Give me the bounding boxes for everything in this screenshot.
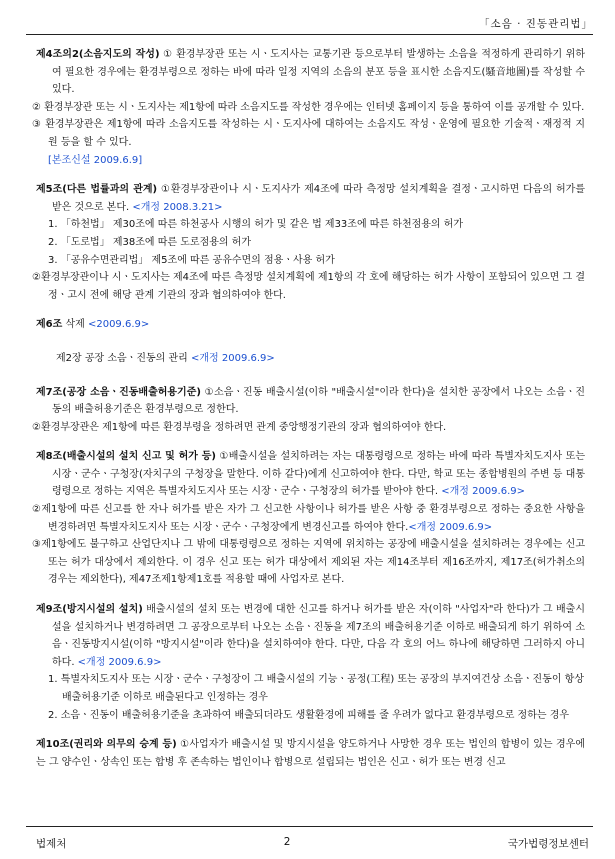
- amendment-link[interactable]: <개정 2009.6.9>: [191, 352, 275, 364]
- article-heading: 제5조(다른 법률과의 관계): [36, 184, 158, 196]
- article-4-2-para-2: ② 환경부장관 또는 시ㆍ도지사는 제1항에 따라 소음지도를 작성한 경우에는 인터넷 홈페이지 등을 통하여 이를 공개할 수 있다.: [32, 101, 585, 113]
- chapter-title: 제2장 공장 소음ㆍ진동의 관리: [56, 352, 191, 364]
- article-5-item-1: 1. 「하천법」 제30조에 따른 하천공사 시행의 허가 및 같은 법 제33조에 따른 하천점용의 허가: [48, 219, 464, 231]
- article-heading: 제8조(배출시설의 설치 신고 및 허가 등): [36, 451, 216, 463]
- article-text: ①사업자가 배출시설 및 방지시설을 양도하거나 사망한 경우 또는 법인의 합병이 있는 경우에는 그 양수인ㆍ상속인 또는 합병 후 존속하는 법인이나 합병으로 설립되는 법인은 신고ㆍ허가 또는 변경 신고: [36, 739, 586, 768]
- article-5-para-2: ②환경부장관이나 시ㆍ도지사는 제4조에 따른 측정망 설치계획에 제1항의 각 호에 해당하는 허가 사항이 포함되어 있으면 그 결정ㆍ고시 전에 해당 관계 기관의 장과 협의하여야 한다.: [32, 272, 585, 301]
- article-heading: 제7조(공장 소음ㆍ진동배출허용기준): [36, 386, 201, 398]
- amendment-link[interactable]: <개정 2009.6.9>: [408, 521, 493, 533]
- page-footer: [36, 836, 589, 851]
- article-text: ②제1항에 따른 신고를 한 자나 허가를 받은 자가 그 신고한 사항이나 허가를 받은 사항 중 환경부령으로 정하는 중요한 사항을 변경하려면 특별자치도지사 또는 시장ㆍ군수ㆍ구청장에게 변경신고를 하여야 한다.: [32, 504, 585, 533]
- article-6: [36, 316, 585, 334]
- header-rule: [26, 34, 593, 35]
- article-9-item-1: 1. 특별자치도지사 또는 시장ㆍ군수ㆍ구청장이 그 배출시설의 기능ㆍ공정(工程) 또는 공장의 부지여건상 소음ㆍ진동이 항상 배출허용기준 이하로 배출된다고 인정하는 경우: [48, 674, 584, 703]
- footer-rule: [26, 826, 593, 827]
- article-10: [36, 736, 585, 771]
- chapter-heading: [36, 350, 585, 368]
- article-text: ①환경부장관이나 시ㆍ도지사가 제4조에 따라 측정망 설치계획을 결정ㆍ고시하면 다음의 허가를 받은 것으로 본다.: [52, 184, 585, 213]
- article-heading: 제9조(방지시설의 설치): [36, 604, 143, 616]
- article-4-2-note-link[interactable]: [본조신설 2009.6.9]: [48, 154, 143, 166]
- article-text: ①배출시설을 설치하려는 자는 대통령령으로 정하는 바에 따라 특별자치도지사 또는 시장ㆍ군수ㆍ구청장(자치구의 구청장을 말한다. 이하 같다)에게 신고하여야 한다. 다만, 학교 또는 종합병원의 주변 등 대통령령으로 정하는 지역은 특별자치도지사 또는 시장ㆍ군수ㆍ구청장의 허가를 받아야 한다.: [52, 451, 586, 498]
- article-7: [36, 384, 585, 419]
- article-text: 배출시설의 설치 또는 변경에 대한 신고를 하거나 허가를 받은 자(이하 "사업자"라 한다)가 그 배출시설을 설치하거나 변경하려면 그 공장으로부터 나오는 소음ㆍ진동을 제7조의 배출허용기준 이하로 배출되게 하기 위하여 소음ㆍ진동방지시설(이하 "방지시설"이라 한다)을 설치하여야 한다. 다만, 다음 각 호의 어느 하나에 해당하면 그러하지 아니하다.: [52, 604, 585, 668]
- article-5-item-3: 3. 「공유수면관리법」 제5조에 따른 공유수면의 점용ㆍ사용 허가: [48, 254, 335, 266]
- amendment-link[interactable]: <2009.6.9>: [87, 319, 150, 331]
- article-text: 삭제: [62, 319, 88, 331]
- footer-publisher: 법제처: [36, 838, 67, 850]
- article-5-item-2: 2. 「도로법」 제38조에 따른 도로점용의 허가: [48, 236, 252, 248]
- article-8-para-3: ③제1항에도 불구하고 산업단지나 그 밖에 대통령령으로 정하는 지역에 위치하는 공장에 배출시설을 설치하려는 경우에는 신고 또는 허가 대상에서 제외한다. 이 경우 신고 또는 허가 대상에서 제외된 자는 제14조부터 제16조까지, 제17조(허가취소의 경우는 제외한다), 제47조제1항제1호를 적용할 때에 사업자로 본다.: [32, 539, 585, 586]
- article-7-para-2: ②환경부장관은 제1항에 따른 환경부령을 정하려면 관계 중앙행정기관의 장과 협의하여야 한다.: [32, 421, 447, 433]
- article-9: [36, 601, 585, 671]
- article-8-para-2: [32, 501, 585, 536]
- page-title: 「소음 · 진동관리법」: [478, 18, 593, 30]
- article-4-2-para-3: ③ 환경부장관은 제1항에 따라 소음지도를 작성하는 시ㆍ도지사에 대하여는 소음지도 작성ㆍ운영에 필요한 기술적ㆍ재정적 지원 등을 할 수 있다.: [32, 119, 585, 148]
- article-text: ①소음ㆍ진동 배출시설(이하 "배출시설"이라 한다)을 설치한 공장에서 나오는 소음ㆍ진동의 배출허용기준은 환경부령으로 정한다.: [52, 386, 585, 416]
- amendment-link[interactable]: <개정 2009.6.9>: [438, 486, 525, 498]
- article-heading: 제6조: [36, 319, 63, 331]
- article-8: [36, 448, 585, 501]
- page-number: 2: [283, 836, 291, 848]
- amendment-link[interactable]: <개정 2008.3.21>: [129, 201, 223, 213]
- amendment-link[interactable]: <개정 2009.6.9>: [74, 656, 162, 668]
- document-body: [32, 46, 586, 771]
- article-5: [36, 181, 585, 216]
- article-heading: 제10조(권리와 의무의 승계 등): [36, 739, 177, 751]
- article-text: ① 환경부장관 또는 시ㆍ도지사는 교통기관 등으로부터 발생하는 소음을 적정하게 관리하기 위하여 필요한 경우에는 환경부령으로 정하는 바에 따라 일정 지역의 소음의 분포 등을 표시한 소음지도(騷音地圖)를 작성할 수 있다.: [52, 49, 586, 96]
- footer-source: 국가법령정보센터: [507, 838, 589, 850]
- article-9-item-2: 2. 소음ㆍ진동이 배출허용기준을 초과하여 배출되더라도 생활환경에 피해를 줄 우려가 없다고 환경부령으로 정하는 경우: [48, 709, 570, 721]
- article-4-2: [36, 46, 585, 99]
- article-heading: 제4조의2(소음지도의 작성): [36, 49, 160, 60]
